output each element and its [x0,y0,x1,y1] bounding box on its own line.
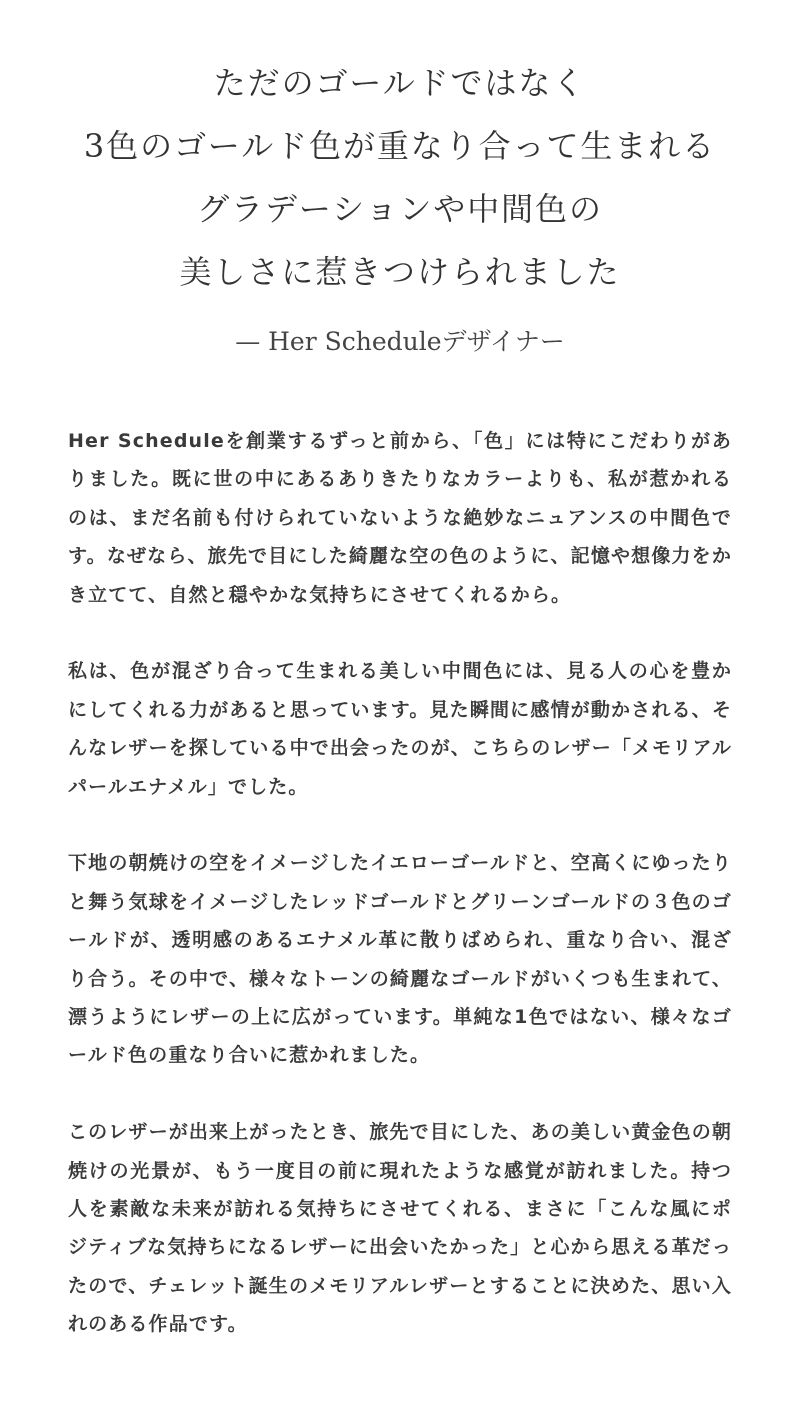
quote-line: 3色のゴールド色が重なり合って生まれる [83,127,717,165]
story-body [68,422,732,1344]
story-paragraph: Her Scheduleを創業するずっと前から、「色」には特にこだわりがありました。既に世の中にあるありきたりなカラーよりも、私が惹かれるのは、まだ名前も付けられていないような絶妙なニュアンスの中間色です。なぜなら、旅先で目にした綺麗な空の色のように、記憶や想像力をかき立てて、自然と穏やかな気持ちにさせてくれるから。 [68,430,732,606]
quote-attribution: — Her Scheduleデザイナー [235,327,565,356]
story-paragraph: このレザーが出来上がったとき、旅先で目にした、あの美しい黄金色の朝焼けの光景が、もう一度目の前に現れたような感覚が訪れました。持つ人を素敵な未来が訪れる気持ちにさせてくれる、まさに「こんな風にポジティブな気持ちになるレザーに出会いたかった」と心から思える革だったので、チェレット誕生のメモリアルレザーとすることに決めた、思い入れのある作品です。 [68,1121,732,1336]
quote-line: 美しさに惹きつけられました [179,253,621,291]
quote-line: グラデーションや中間色の [197,190,603,228]
quote-line: ただのゴールドではなく [213,64,587,102]
designer-quote [0,52,800,304]
story-paragraph: 私は、色が混ざり合って生まれる美しい中間色には、見る人の心を豊かにしてくれる力があると思っています。見た瞬間に感情が動かされる、そんなレザーを探している中で出会ったのが、こちらのレザー「メモリアルパールエナメル」でした。 [68,660,732,798]
story-paragraph: 下地の朝焼けの空をイメージしたイエローゴールドと、空高くにゆったりと舞う気球をイメージしたレッドゴールドとグリーンゴールドの３色のゴールドが、透明感のあるエナメル革に散りばめられ、重なり合い、混ざり合う。その中で、様々なトーンの綺麗なゴールドがいくつも生まれて、漂うようにレザーの上に広がっています。単純な1色ではない、様々なゴールド色の重なり合いに惹かれました。 [68,852,732,1067]
